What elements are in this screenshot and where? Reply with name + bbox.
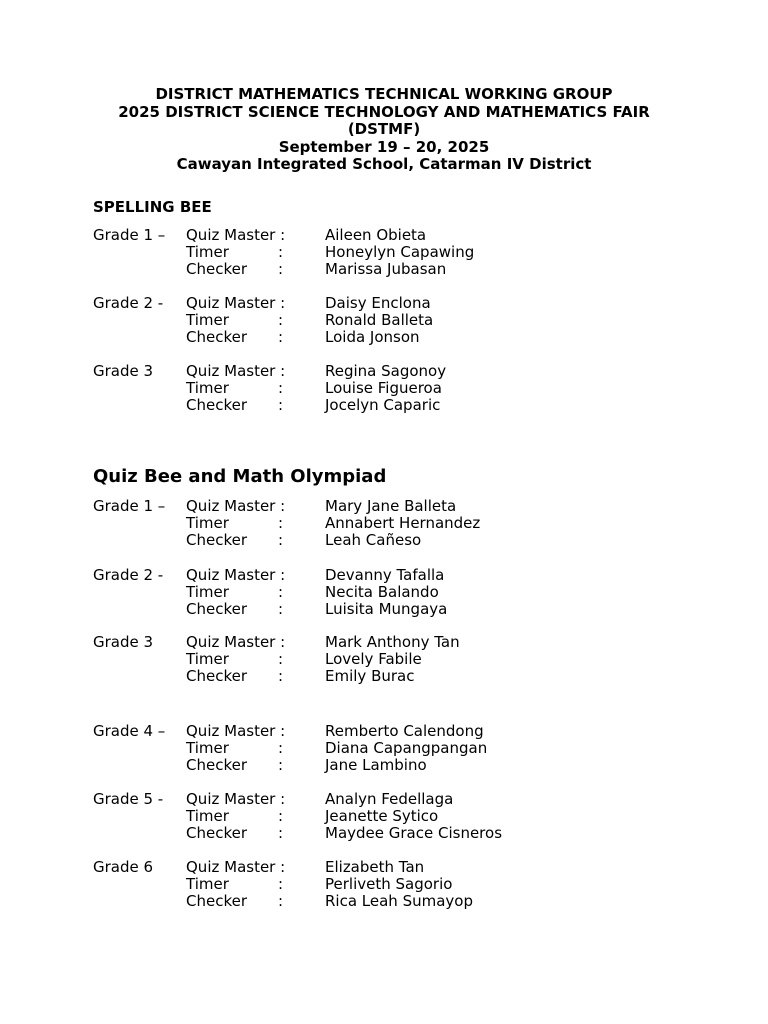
header-line-group: DISTRICT MATHEMATICS TECHNICAL WORKING GROUP: [155, 85, 613, 103]
header-line-event: 2025 DISTRICT SCIENCE TECHNOLOGY AND MATHEMATICS FAIR: [118, 102, 650, 121]
person-name: Loida Jonson: [325, 328, 420, 346]
person-name: Louise Figueroa: [325, 379, 442, 397]
person-name: Leah Cañeso: [325, 531, 422, 549]
grade-label: Grade 4 –: [93, 722, 166, 740]
role-label: Checker: [186, 756, 248, 774]
role-label: Checker: [186, 667, 248, 685]
role-colon: :: [278, 667, 284, 685]
role-colon: :: [278, 600, 284, 618]
role-label: Checker: [186, 531, 248, 549]
role-label: Quiz Master :: [186, 790, 286, 808]
person-name: Mark Anthony Tan: [325, 633, 460, 651]
assignment-row: [0, 825, 768, 842]
person-name: Remberto Calendong: [325, 722, 484, 740]
role-label: Quiz Master :: [186, 858, 286, 876]
person-name: Daisy Enclona: [325, 294, 431, 312]
role-label: Quiz Master :: [186, 362, 286, 380]
role-colon: :: [278, 583, 284, 601]
role-colon: :: [278, 328, 284, 346]
role-label: Quiz Master :: [186, 497, 286, 515]
assignment-row: [0, 584, 768, 601]
role-label: Quiz Master :: [186, 566, 286, 584]
grade-label: Grade 2 -: [93, 566, 164, 584]
grade-group: [0, 295, 768, 346]
person-name: Ronald Balleta: [325, 311, 434, 329]
person-name: Jeanette Sytico: [325, 807, 439, 825]
role-colon: :: [278, 396, 284, 414]
role-label: Timer: [186, 311, 229, 329]
assignment-row: [0, 380, 768, 397]
person-name: Diana Capangpangan: [325, 739, 488, 757]
section-title-quiz-bee: Quiz Bee and Math Olympiad: [93, 466, 387, 487]
grade-label: Grade 6: [93, 858, 154, 876]
person-name: Lovely Fabile: [325, 650, 422, 668]
role-label: Timer: [186, 807, 229, 825]
grade-label: Grade 1 –: [93, 226, 166, 244]
document-header: [0, 86, 768, 174]
grade-label: Grade 2 -: [93, 294, 164, 312]
assignment-row: [0, 740, 768, 757]
role-label: Timer: [186, 243, 229, 261]
grade-group: [0, 791, 768, 842]
role-label: Checker: [186, 260, 248, 278]
role-label: Timer: [186, 379, 229, 397]
person-name: Jocelyn Caparic: [325, 396, 441, 414]
role-colon: :: [278, 260, 284, 278]
role-colon: :: [278, 739, 284, 757]
assignment-row: [0, 757, 768, 774]
role-colon: :: [278, 892, 284, 910]
assignment-row: [0, 634, 768, 651]
role-label: Quiz Master :: [186, 294, 286, 312]
person-name: Mary Jane Balleta: [325, 497, 457, 515]
assignment-row: [0, 363, 768, 380]
role-colon: :: [278, 650, 284, 668]
role-colon: :: [278, 243, 284, 261]
role-colon: :: [278, 756, 284, 774]
role-colon: :: [278, 807, 284, 825]
grade-label: Grade 1 –: [93, 497, 166, 515]
grade-group: [0, 567, 768, 618]
assignment-row: [0, 808, 768, 825]
role-colon: :: [278, 824, 284, 842]
assignment-row: [0, 515, 768, 532]
grade-group: [0, 859, 768, 910]
person-name: Rica Leah Sumayop: [325, 892, 473, 910]
header-line-acronym: (DSTMF): [347, 120, 421, 138]
grade-group: [0, 363, 768, 414]
assignment-row: [0, 329, 768, 346]
person-name: Devanny Tafalla: [325, 566, 445, 584]
assignment-row: [0, 601, 768, 618]
person-name: Annabert Hernandez: [325, 514, 481, 532]
person-name: Maydee Grace Cisneros: [325, 824, 503, 842]
assignment-row: [0, 498, 768, 515]
role-label: Checker: [186, 600, 248, 618]
assignment-row: [0, 567, 768, 584]
assignment-row: [0, 244, 768, 261]
grade-label: Grade 5 -: [93, 790, 164, 808]
section-title-spelling-bee: SPELLING BEE: [93, 198, 212, 216]
person-name: Honeylyn Capawing: [325, 243, 475, 261]
header-line-venue: Cawayan Integrated School, Catarman IV District: [176, 155, 592, 173]
role-label: Timer: [186, 650, 229, 668]
assignment-row: [0, 859, 768, 876]
role-colon: :: [278, 379, 284, 397]
person-name: Necita Balando: [325, 583, 439, 601]
person-name: Analyn Fedellaga: [325, 790, 454, 808]
assignment-row: [0, 295, 768, 312]
role-colon: :: [278, 531, 284, 549]
role-label: Quiz Master :: [186, 633, 286, 651]
assignment-row: [0, 791, 768, 808]
role-label: Checker: [186, 892, 248, 910]
role-label: Quiz Master :: [186, 722, 286, 740]
role-colon: :: [278, 875, 284, 893]
grade-group: [0, 634, 768, 685]
role-label: Quiz Master :: [186, 226, 286, 244]
role-colon: :: [278, 514, 284, 532]
role-label: Checker: [186, 396, 248, 414]
role-label: Timer: [186, 583, 229, 601]
person-name: Luisita Mungaya: [325, 600, 448, 618]
role-label: Checker: [186, 824, 248, 842]
assignment-row: [0, 651, 768, 668]
grade-group: [0, 227, 768, 278]
person-name: Elizabeth Tan: [325, 858, 425, 876]
assignment-row: [0, 397, 768, 414]
assignment-row: [0, 723, 768, 740]
person-name: Jane Lambino: [325, 756, 427, 774]
person-name: Aileen Obieta: [325, 226, 427, 244]
role-label: Timer: [186, 514, 229, 532]
role-label: Checker: [186, 328, 248, 346]
grade-group: [0, 498, 768, 549]
assignment-row: [0, 227, 768, 244]
assignment-row: [0, 312, 768, 329]
assignment-row: [0, 876, 768, 893]
role-label: Timer: [186, 739, 229, 757]
role-colon: :: [278, 311, 284, 329]
assignment-row: [0, 532, 768, 549]
grade-label: Grade 3: [93, 362, 154, 380]
assignment-row: [0, 893, 768, 910]
role-label: Timer: [186, 875, 229, 893]
person-name: Marissa Jubasan: [325, 260, 447, 278]
header-line-date: September 19 – 20, 2025: [278, 137, 490, 156]
person-name: Regina Sagonoy: [325, 362, 447, 380]
grade-group: [0, 723, 768, 774]
person-name: Emily Burac: [325, 667, 415, 685]
person-name: Perliveth Sagorio: [325, 875, 453, 893]
assignment-row: [0, 261, 768, 278]
grade-label: Grade 3: [93, 633, 154, 651]
assignment-row: [0, 668, 768, 685]
